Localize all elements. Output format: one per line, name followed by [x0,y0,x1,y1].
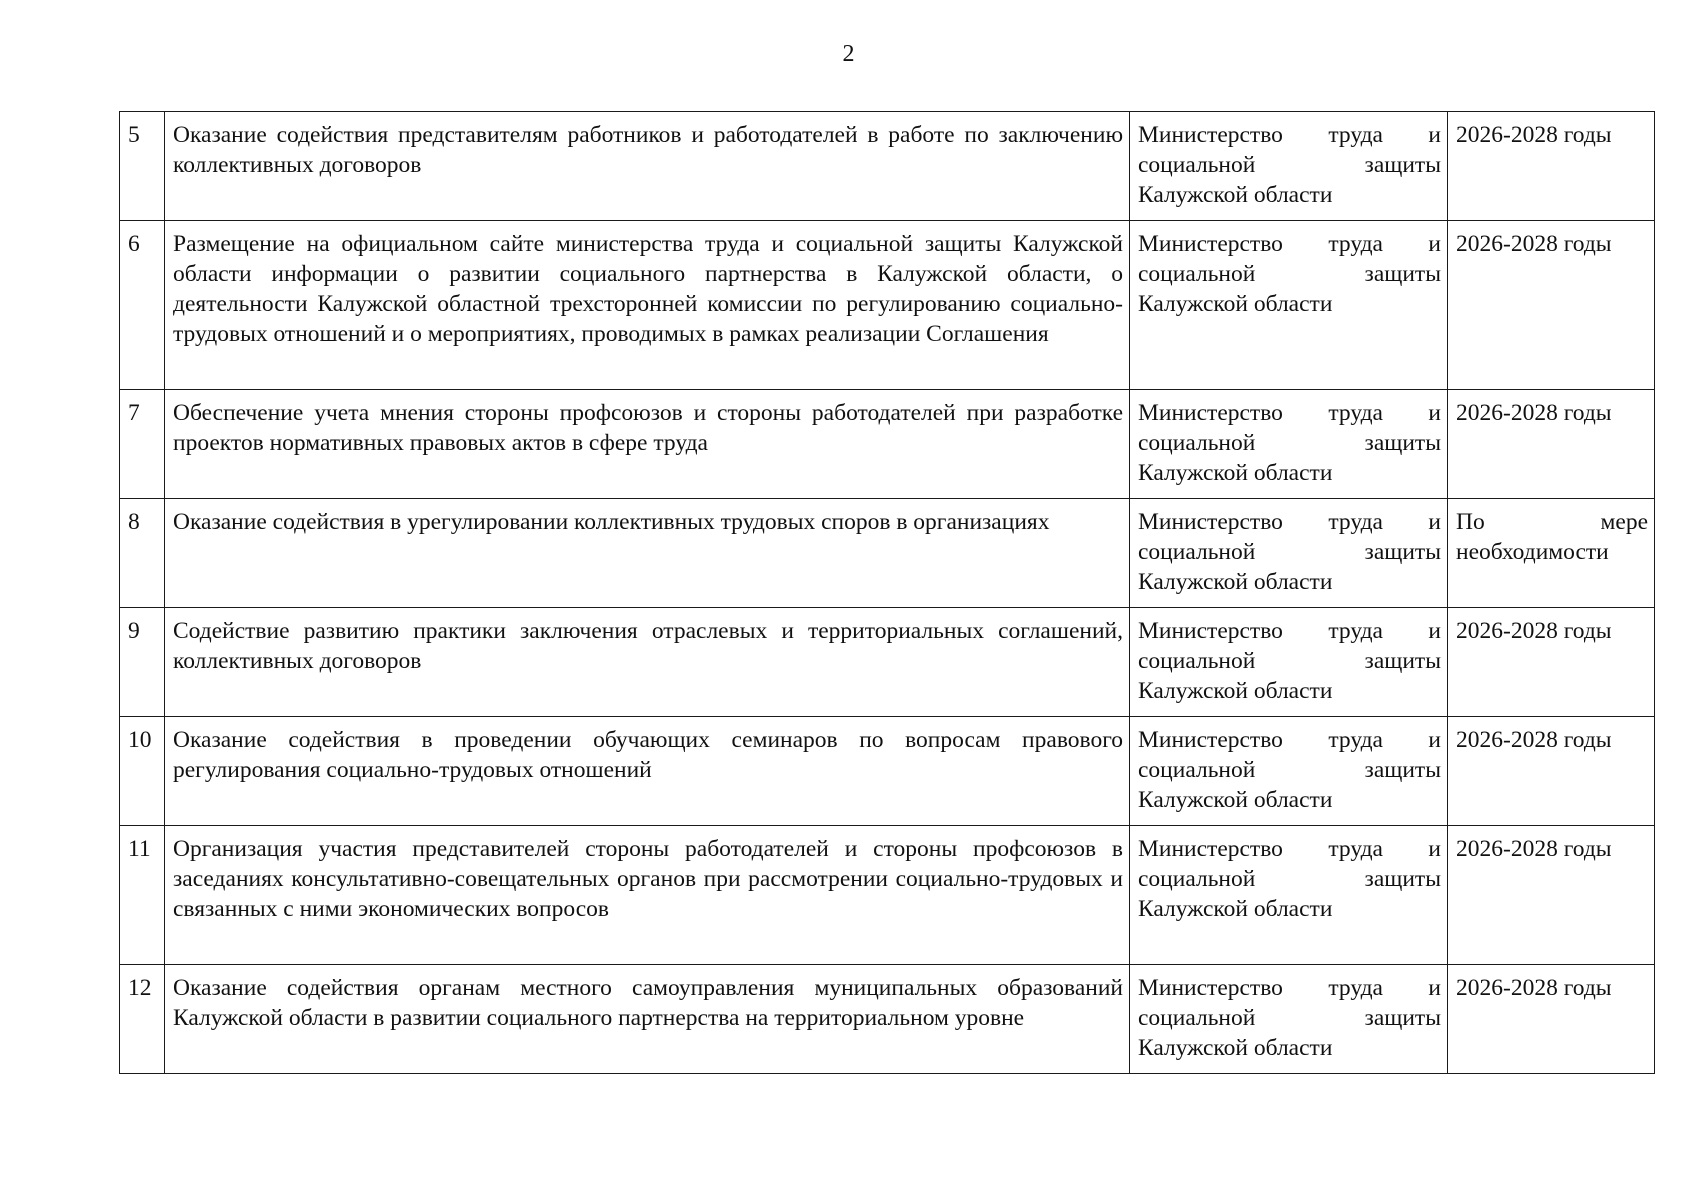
table-row [120,608,1655,717]
activity-cell: Оказание содействия в проведении обучающих семинаров по вопросам правового регулирования социально-трудовых отношений [165,717,1130,826]
responsible-cell: Министерство труда и социальной защиты Калужской области [1130,608,1448,717]
term-cell: 2026-2028 годы [1448,608,1655,717]
table-row [120,499,1655,608]
activity-cell: Организация участия представителей стороны работодателей и стороны профсоюзов в заседаниях консультативно-совещательных органов при рассмотрении социально-трудовых и связанных с ними экономических вопросов [165,826,1130,965]
row-number: 9 [120,608,165,717]
activity-cell: Обеспечение учета мнения стороны профсоюзов и стороны работодателей при разработке проектов нормативных правовых актов в сфере труда [165,390,1130,499]
responsible-cell: Министерство труда и социальной защиты Калужской области [1130,390,1448,499]
activity-cell: Оказание содействия в урегулировании коллективных трудовых споров в организациях [165,499,1130,608]
row-number: 6 [120,221,165,390]
table-row [120,221,1655,390]
responsible-cell: Министерство труда и социальной защиты Калужской области [1130,112,1448,221]
term-cell: 2026-2028 годы [1448,221,1655,390]
term-cell: По мере необходимости [1448,499,1655,608]
row-number: 12 [120,965,165,1074]
measures-table [119,111,1655,1074]
responsible-cell: Министерство труда и социальной защиты Калужской области [1130,499,1448,608]
activity-cell: Оказание содействия представителям работников и работодателей в работе по заключению коллективных договоров [165,112,1130,221]
responsible-cell: Министерство труда и социальной защиты Калужской области [1130,717,1448,826]
activity-cell: Содействие развитию практики заключения отраслевых и территориальных соглашений, коллективных договоров [165,608,1130,717]
responsible-cell: Министерство труда и социальной защиты Калужской области [1130,965,1448,1074]
term-cell: 2026-2028 годы [1448,717,1655,826]
page-number: 2 [842,41,855,67]
term-cell: 2026-2028 годы [1448,112,1655,221]
table-row [120,965,1655,1074]
table-row [120,390,1655,499]
row-number: 11 [120,826,165,965]
row-number: 8 [120,499,165,608]
row-number: 5 [120,112,165,221]
term-cell: 2026-2028 годы [1448,826,1655,965]
responsible-cell: Министерство труда и социальной защиты Калужской области [1130,221,1448,390]
row-number: 7 [120,390,165,499]
table-row [120,826,1655,965]
table-row [120,717,1655,826]
term-cell: 2026-2028 годы [1448,965,1655,1074]
row-number: 10 [120,717,165,826]
table-row [120,112,1655,221]
responsible-cell: Министерство труда и социальной защиты Калужской области [1130,826,1448,965]
activity-cell: Оказание содействия органам местного самоуправления муниципальных образований Калужской области в развитии социального партнерства на территориальном уровне [165,965,1130,1074]
term-cell: 2026-2028 годы [1448,390,1655,499]
activity-cell: Размещение на официальном сайте министерства труда и социальной защиты Калужской области информации о развитии социального партнерства в Калужской области, о деятельности Калужской областной трехсторонней комиссии по регулированию социально-трудовых отношений и о мероприятиях, проводимых в рамках реализации Соглашения [165,221,1130,390]
